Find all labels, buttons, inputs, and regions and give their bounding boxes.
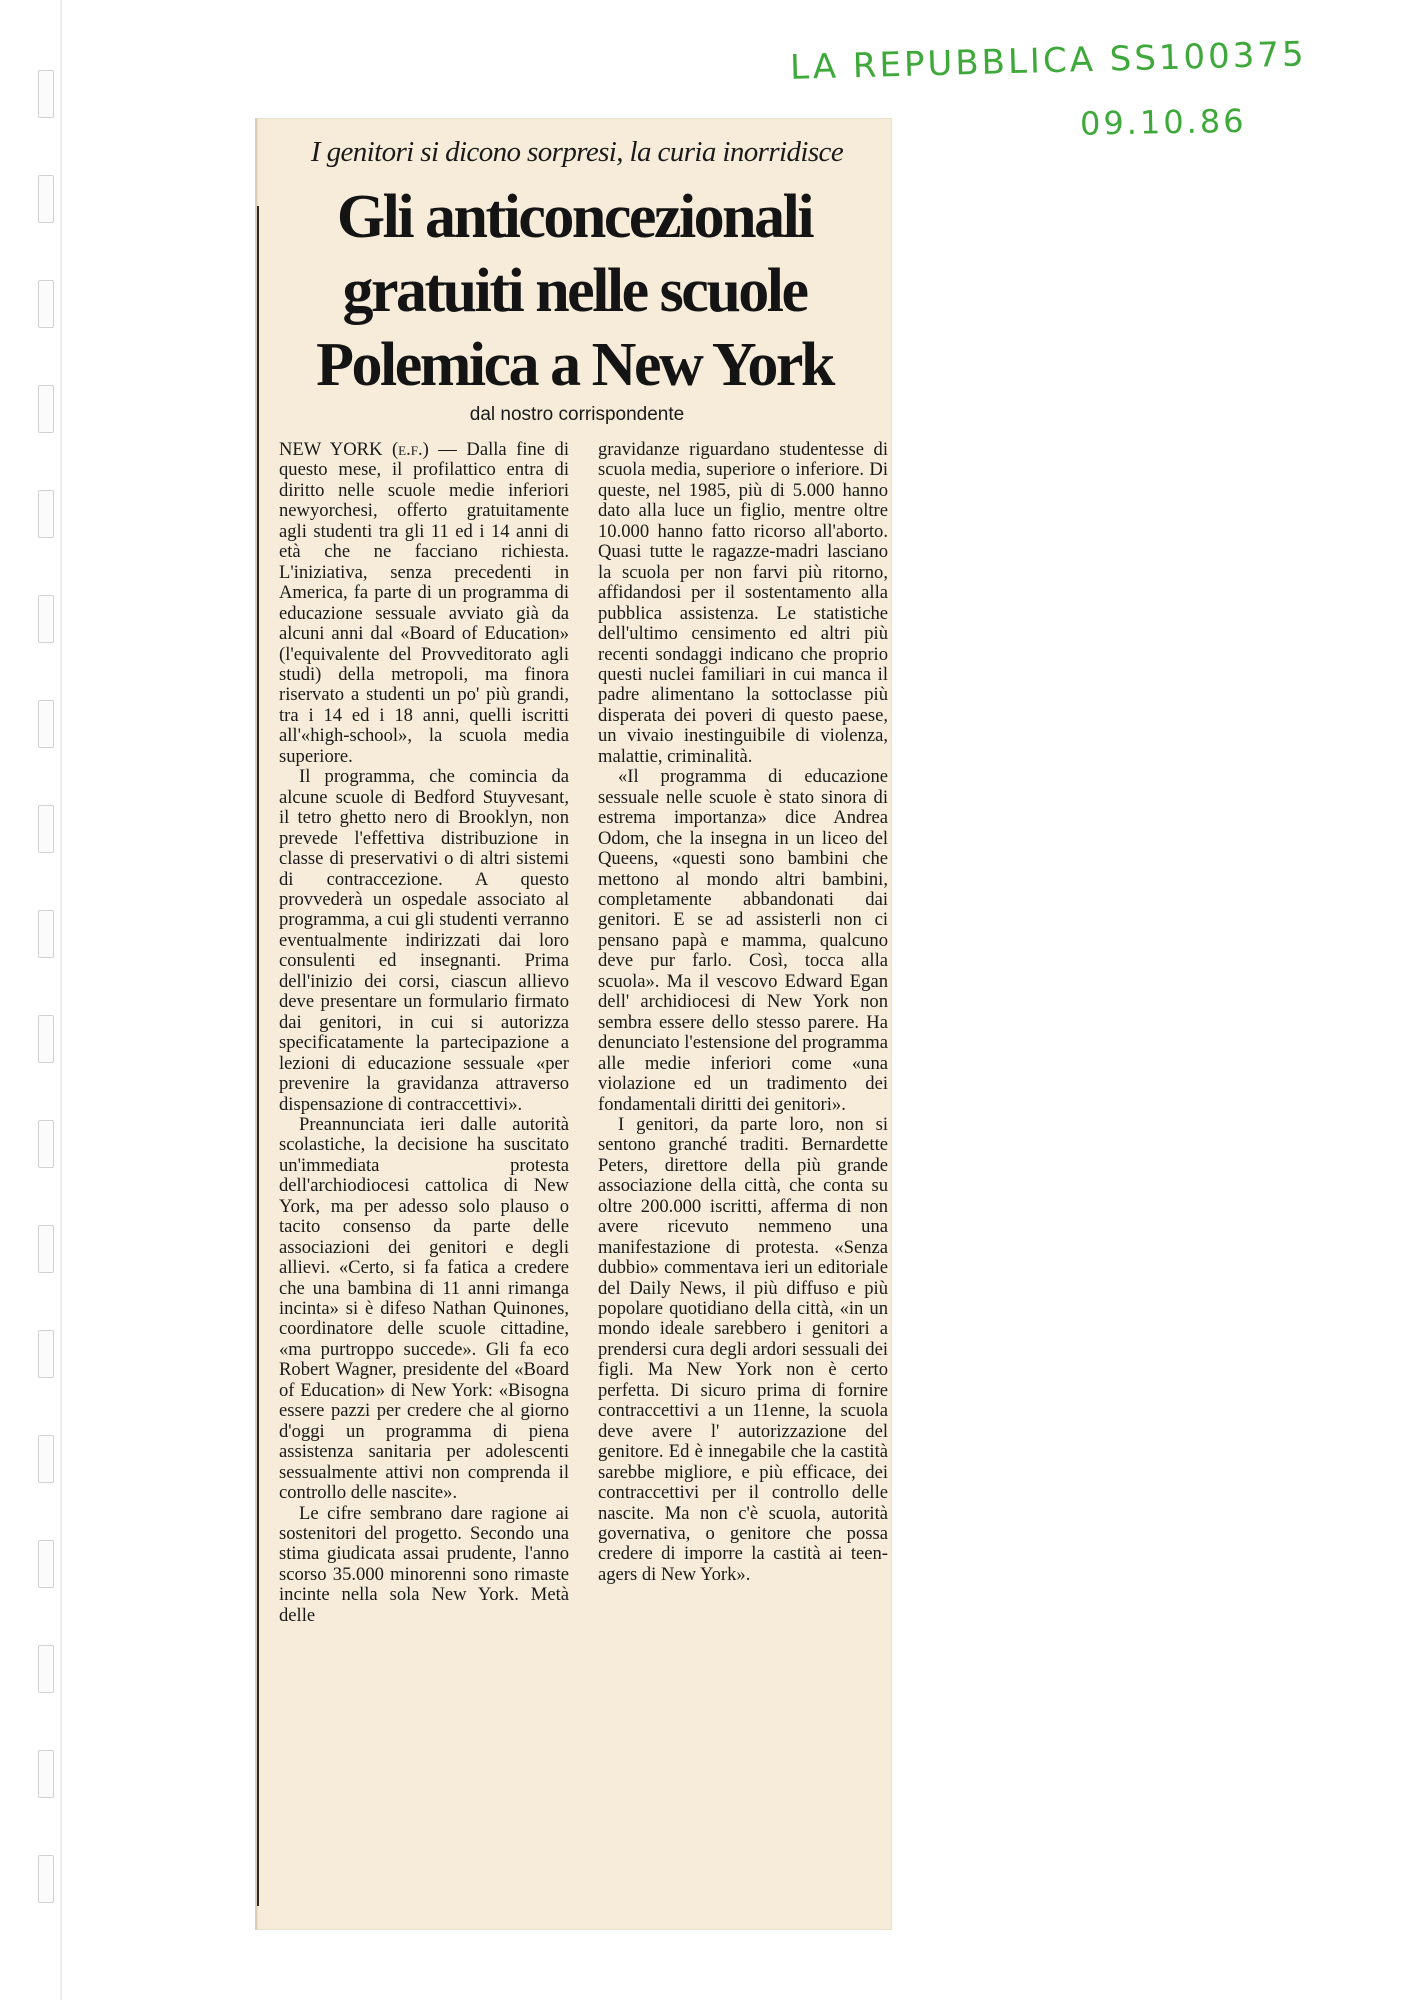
article-byline: dal nostro corrispondente xyxy=(469,404,685,425)
binder-edge xyxy=(60,0,62,2000)
binder-hole xyxy=(38,175,54,223)
paragraph: «Il programma di educazione sessuale nelle scuole è stato sinora di estrema importanza» dice Andrea Odom, che la insegna in un liceo del Queens, «questi sono bambini che mettono al mondo altri bambini, completamente abbandonati dai genitori. E se ad assisterli non ci pensano papà e mamma, qualcuno deve pur farlo. Così, tocca alla scuola». Ma il vescovo Edward Egan dell' archidiocesi di New York non sembra essere dello stesso parere. Ha denunciato l'estensione del programma alle medie inferiori come «una violazione ed un tradimento dei fondamentali diritti dei genitori». xyxy=(598,766,888,1115)
binder-hole xyxy=(38,910,54,958)
paragraph: gravidanze riguardano studentesse di scuola media, superiore o inferiore. Di queste, nel 1985, più di 5.000 hanno dato alla luce un figlio, mentre oltre 10.000 hanno fatto ricorso all'aborto. Quasi tutte le ragazze-madri lasciano la scuola per non farvi più ritorno, affidandosi per il sostentamento alla pubblica assistenza. Le statistiche dell'ultimo censimento ed altri più recenti sondaggi indicano che proprio questi nuclei familiari in cui manca il padre alimentano la sottoclasse più disperata dei poveri di questo paese, un vivaio inestinguibile di violenza, malattie, criminalità. xyxy=(598,440,888,767)
binder-hole xyxy=(38,1540,54,1588)
paragraph xyxy=(279,440,569,767)
binder-hole xyxy=(38,1750,54,1798)
binder-hole xyxy=(38,280,54,328)
article-column-right xyxy=(598,440,888,1920)
annotation-source: LA REPUBBLICA SS100375 xyxy=(789,34,1308,88)
binder-hole xyxy=(38,1015,54,1063)
article-kicker: I genitori si dicono sorpresi, la curia inorridisce xyxy=(310,136,844,168)
paragraph: Le cifre sembrano dare ragione ai sostenitori del progetto. Secondo una stima giudicata assai prudente, l'anno scorso 35.000 minorenni sono rimaste incinte nella sola New York. Metà delle xyxy=(279,1502,569,1626)
binder-hole xyxy=(38,1225,54,1273)
binder-hole xyxy=(38,1645,54,1693)
binder-hole xyxy=(38,700,54,748)
headline-line: gratuiti nelle scuole xyxy=(342,257,807,325)
binder-hole xyxy=(38,70,54,118)
dateline: NEW YORK (e.f.) — xyxy=(279,440,457,460)
headline-line: Polemica a New York xyxy=(316,331,833,399)
binder-hole xyxy=(38,490,54,538)
annotation-date: 09.10.86 xyxy=(1079,101,1247,143)
paragraph: I genitori, da parte loro, non si sentono granché traditi. Bernardette Peters, direttore della più grande associazione della città, che conta su oltre 200.000 iscritti, afferma di non avere ricevuto nemmeno una manifestazione di protesta. «Senza dubbio» commentava ieri un editoriale del Daily News, il più diffuso e più popolare quotidiano della città, «in un mondo ideale sarebbero i genitori a prendersi cura degli ardori sessuali dei figli. Ma New York non è certo perfetta. Di sicuro prima di fornire contraccettivi a un 11enne, la scuola deve avere l' autorizzazione del genitore. Ed è innegabile che la castità sarebbe migliore, e più efficace, dei contraccettivi per il controllo delle nascite. Ma non c'è scuola, autorità governativa, o genitore che possa credere di imporre la castità ai teen-agers di New York». xyxy=(598,1113,888,1585)
binder-hole xyxy=(38,1855,54,1903)
binder-hole xyxy=(38,1435,54,1483)
headline-line: Gli anticoncezionali xyxy=(336,183,813,251)
newspaper-clipping xyxy=(255,118,892,1930)
binder-hole xyxy=(38,1120,54,1168)
column-rule xyxy=(257,206,259,1906)
binder-hole xyxy=(38,1330,54,1378)
binder-hole xyxy=(38,595,54,643)
binder-margin xyxy=(0,0,70,2000)
paragraph-text: Dalla fine di questo mese, il profilattico entra di diritto nelle scuole medie inferiori newyorchesi, offerto gratuitamente agli studenti tra gli 11 ed i 14 anni di età che ne facciano richiesta. L'iniziativa, senza precedenti in America, fa parte di un programma di educazione sessuale avviato già da alcuni anni dal «Board of Education» (l'equivalente del Provveditorato agli studi) della metropoli, ma finora riservato a studenti un po' più grandi, tra i 14 ed i 18 anni, quelli iscritti all'«high-school», la scuola media superiore. xyxy=(279,440,569,767)
paragraph: Preannunciata ieri dalle autorità scolastiche, la decisione ha suscitato un'immediata protesta dell'archiodiocesi cattolica di New York, ma per adesso solo plauso o tacito consenso da parte delle associazioni dei genitori e degli allievi. «Certo, si fa fatica a credere che una bambina di 11 anni rimanga incinta» si è difeso Nathan Quinones, coordinatore delle scuole cittadine, «ma purtroppo succede». Gli fa eco Robert Wagner, presidente del «Board of Education» di New York: «Bisogna essere pazzi per credere che al giorno d'oggi un programma di piena assistenza sanitaria per adolescenti sessualmente attivi non comprenda il controllo delle nascite». xyxy=(279,1113,569,1504)
paragraph: Il programma, che comincia da alcune scuole di Bedford Stuyvesant, il tetro ghetto nero di Brooklyn, non prevede l'effettiva distribuzione in classe di preservativi o di altri sistemi di contraccezione. A questo provvederà un ospedale associato al programma, a cui gli studenti verranno eventualmente indirizzati dai loro consulenti ed insegnanti. Prima dell'inizio dei corsi, ciascun allievo deve presentare un formulario firmato dai genitori, in cui si autorizza specificatamente la partecipazione a lezioni di educazione sessuale «per prevenire la gravidanza attraverso dispensazione di contraccettivi». xyxy=(279,766,569,1115)
binder-hole xyxy=(38,385,54,433)
binder-hole xyxy=(38,805,54,853)
article-column-left xyxy=(279,440,569,1920)
article-headline xyxy=(267,180,882,402)
